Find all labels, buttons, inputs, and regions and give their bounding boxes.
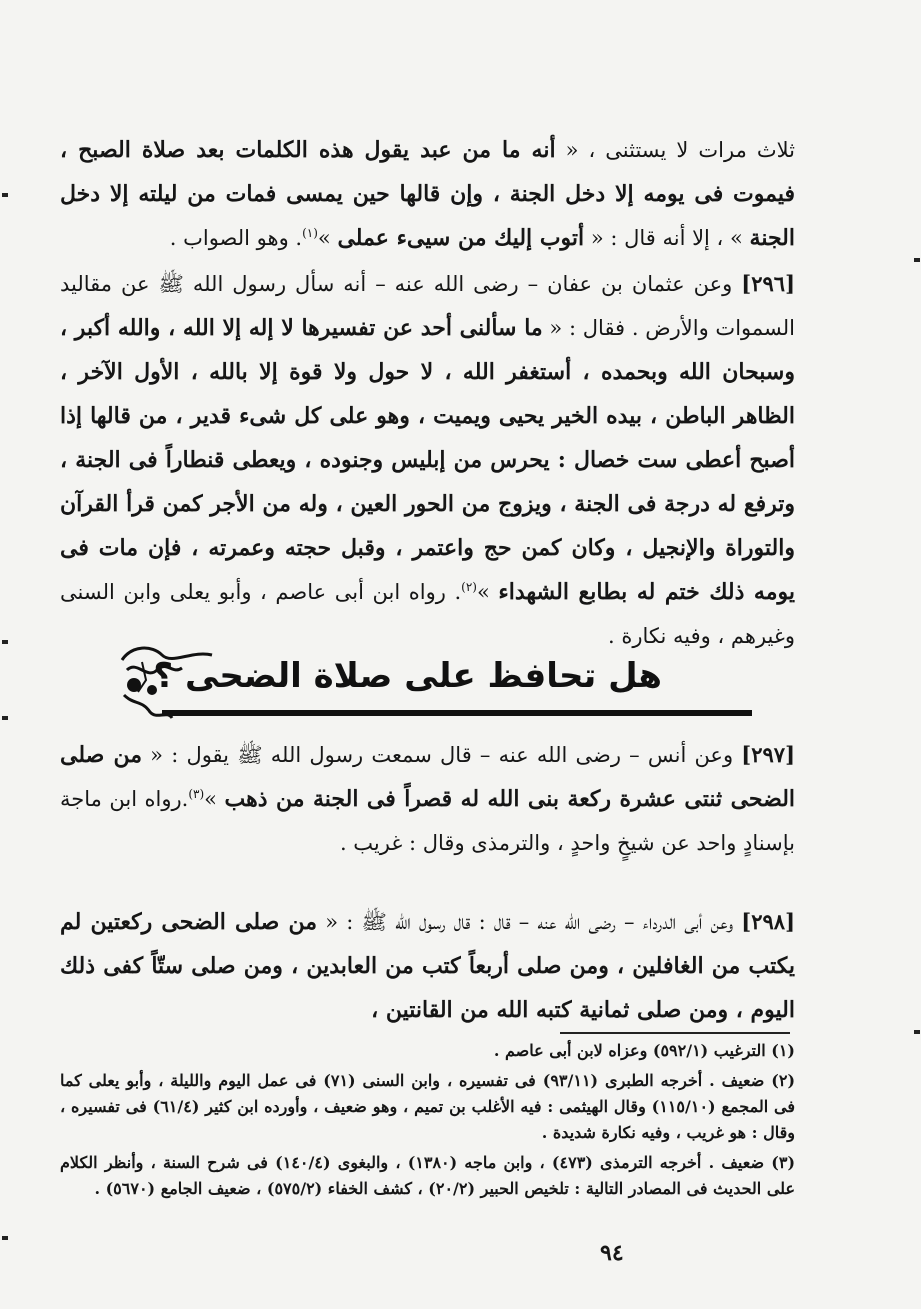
text-run: »	[317, 226, 338, 250]
paragraph-297	[60, 733, 795, 865]
footnote-divider	[560, 1032, 790, 1034]
text-run: »	[476, 580, 499, 604]
hadith-number: [٢٩٨]	[741, 909, 795, 934]
section-heading: هل تحافظ على صلاة الضحى ؟	[153, 656, 662, 696]
text-run: وعن أبى الدرداء – رضى الله عنه – قال : قال رسول الله ﷺ : «	[317, 910, 742, 934]
footnote: (٣) ضعيف . أخرجه الترمذى (٤٧٣) ، وابن ماجه (١٣٨٠) ، والبغوى (١٤٠/٤) فى شرح السنة ، وأنظر الكلام على الحديث فى المصادر التالية : تلخيص الحبير (٢٠/٢) ، كشف الخفاء (٥٧٥/٢) ، ضعيف الجامع (٥٦٧٠) .	[60, 1153, 796, 1198]
scan-edge-mark	[914, 258, 920, 262]
scan-edge-mark	[2, 1236, 8, 1240]
footnotes	[60, 1038, 795, 1206]
text-run: . رواه ابن أبى عاصم ، وأبو يعلى وابن السنى وغيرهم ، وفيه نكارة .	[60, 580, 795, 648]
scan-edge-mark	[2, 193, 8, 197]
text-run: ثلاث مرات لا يستثنى ، «	[555, 138, 795, 162]
hadith-text: أنه ما من عبد يقول هذه الكلمات بعد صلاة الصبح ، فيموت فى يومه إلا دخل الجنة ، وإن قالها حين يمسى فمات من ليلته إلا دخل الجنة	[60, 137, 795, 251]
footnote-ref: (٣)	[188, 787, 205, 801]
hadith-text: من صلى الضحى ثنتى عشرة ركعة بنى الله له قصراً فى الجنة من ذهب	[60, 742, 796, 812]
scan-edge-mark	[914, 1030, 920, 1034]
paragraph-298	[60, 900, 795, 1032]
text-run: . وهو الصواب .	[169, 226, 303, 250]
hadith-text: من صلى الضحى ركعتين لم يكتب من الغافلين ، ومن صلى أربعاً كتب من العابدين ، ومن صلى ستّاً كفى ذلك اليوم ، ومن صلى ثمانية كتبه الله من القانتين ،	[60, 909, 795, 1023]
paragraph-296	[60, 262, 795, 658]
hadith-text: ما سألنى أحد عن تفسيرها لا إله إلا الله ، والله أكبر ، وسبحان الله وبحمده ، أستغفر الله ، لا حول ولا قوة إلا بالله ، الأول الآخر ، الظاهر الباطن ، بيده الخير يحيى ويميت ، وهو على كل شىء قدير ، من قالها إذا أصبح أعطى ست خصال : يحرس من إبليس وجنوده ، ويعطى قنطاراً فى الجنة ، وترفع له درجة فى الجنة ، ويزوج من الحور العين ، وله من الأجر كمن قرأ القرآن والتوراة والإنجيل ، وكان كمن حج واعتمر ، وقبل حجته وعمرته ، فإن مات فى يومه ذلك ختم له بطابع الشهداء	[60, 315, 796, 605]
text-run: وعن عثمان بن عفان – رضى الله عنه – أنه سأل رسول الله ﷺ عن مقاليد السموات والأرض . فقال : «	[60, 272, 795, 340]
heading-underline	[162, 710, 752, 716]
hadith-number: [٢٩٧]	[741, 742, 795, 767]
paragraph-continuation	[60, 128, 795, 260]
hadith-text: أتوب إليك من سيىء عملى	[337, 225, 585, 251]
text-run: وعن أنس – رضى الله عنه – قال سمعت رسول الله ﷺ يقول : «	[142, 743, 742, 767]
scan-edge-mark	[2, 716, 8, 720]
footnote: (٢) ضعيف . أخرجه الطبرى (٩٣/١١) فى تفسيره ، وابن السنى (٧١) فى عمل اليوم والليلة ، وأبو يعلى كما فى المجمع (١١٥/١٠) وقال الهيثمى : فيه الأغلب بن تميم ، وهو ضعيف ، وأورده ابن كثير (٦١/٤) فى تفسيره ، وقال : هو غريب ، وفيه نكارة شديدة .	[60, 1071, 796, 1142]
scan-edge-mark	[2, 640, 8, 644]
text-run: » ، إلا أنه قال : «	[584, 226, 750, 250]
hadith-number: [٢٩٦]	[741, 271, 795, 296]
footnote-ref: (١)	[302, 226, 318, 240]
footnote: (١) الترغيب (٥٩٢/١) وعزاه لابن أبى عاصم .	[493, 1041, 795, 1060]
section-heading-box	[112, 640, 752, 724]
text-run: .رواه ابن ماجة بإسنادٍ واحد عن شيخٍ واحدٍ ، والترمذى وقال : غريب .	[60, 787, 795, 855]
page-number: ٩٤	[600, 1240, 624, 1266]
footnote-ref: (٢)	[461, 580, 477, 594]
text-run: »	[204, 787, 225, 811]
